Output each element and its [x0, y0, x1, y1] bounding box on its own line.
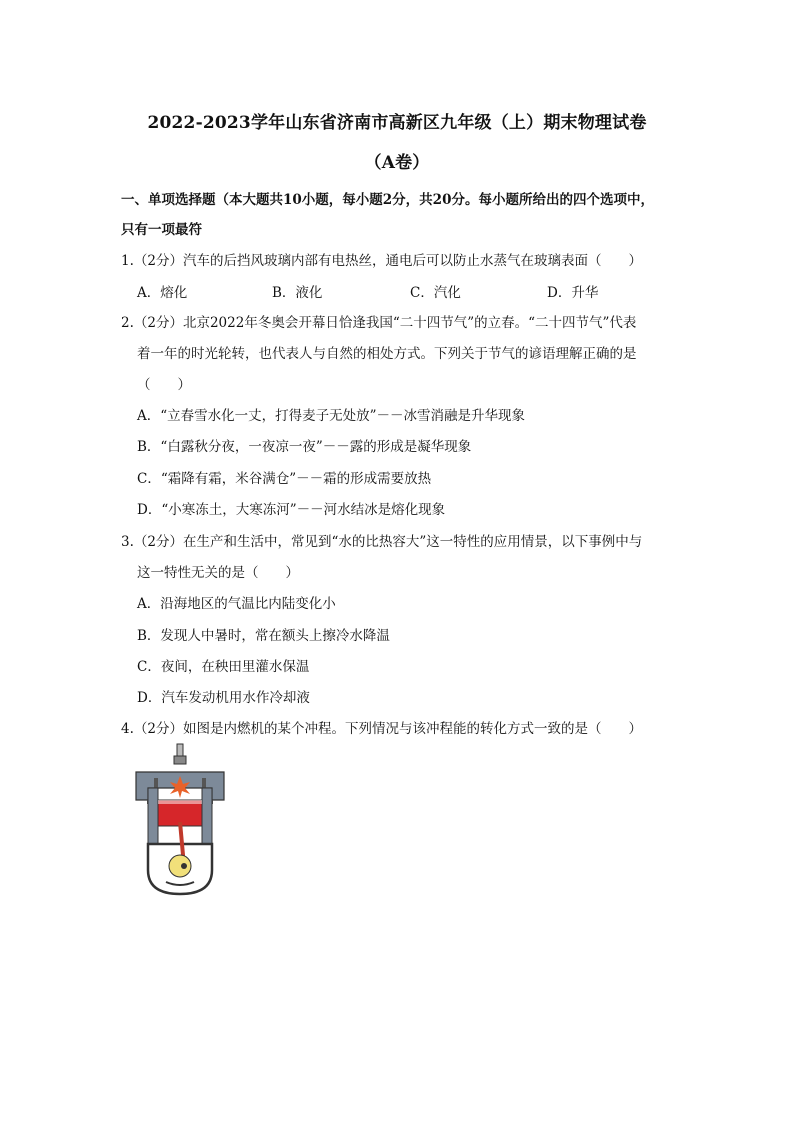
option-c: C．夜间，在秧田里灌水保温 — [137, 659, 310, 675]
option-d: D．“小寒冻土，大寒冻河”－－河水结冰是熔化现象 — [137, 502, 446, 518]
question-stem: 1.（2分）汽车的后挡风玻璃内部有电热丝，通电后可以防止水蒸气在玻璃表面（ ） — [121, 253, 642, 269]
engine-stroke-figure — [130, 742, 230, 902]
question-stem-cont: 这一特性无关的是（ ） — [137, 565, 299, 581]
engine-diagram — [130, 742, 230, 902]
option-a: A．沿海地区的气温比内陆变化小 — [137, 596, 336, 612]
section-heading-line-1: 一、单项选择题（本大题共10小题，每小题2分，共20分。每小题所给出的四个选项中， — [121, 192, 654, 208]
title-line-1: 2022-2023学年山东省济南市高新区九年级（上）期末物理试卷 — [147, 113, 647, 133]
question-stem-cont: （ ） — [137, 377, 191, 393]
option-b: B．液化 — [272, 285, 323, 301]
option-a: A．“立春雪水化一丈，打得麦子无处放”－－冰雪消融是升华现象 — [137, 408, 526, 424]
option-b: B．发现人中暑时，常在额头上擦冷水降温 — [137, 628, 390, 644]
option-c: C．汽化 — [410, 285, 461, 301]
option-c: C．“霜降有霜，米谷满仓”－－霜的形成需要放热 — [137, 471, 432, 487]
question-stem-cont: 着一年的时光轮转，也代表人与自然的相处方式。下列关于节气的谚语理解正确的是 — [137, 346, 637, 362]
cylinder-wall-right — [202, 788, 212, 844]
option-b: B．“白露秋分夜，一夜凉一夜”－－露的形成是凝华现象 — [137, 439, 472, 455]
option-d: D．升华 — [547, 285, 599, 301]
question-stem: 2.（2分）北京2022年冬奥会开幕日恰逢我国“二十四节气”的立春。“二十四节气”代表 — [121, 315, 637, 331]
question-stem: 4.（2分）如图是内燃机的某个冲程。下列情况与该冲程能的转化方式一致的是（ ） — [121, 721, 642, 737]
section-heading-line-2: 只有一项最符 — [121, 222, 202, 238]
question-stem: 3.（2分）在生产和生活中，常见到“水的比热容大”这一特性的应用情景，以下事例中与 — [121, 534, 643, 550]
option-a: A．熔化 — [137, 285, 188, 301]
option-d: D．汽车发动机用水作冷却液 — [137, 690, 310, 706]
title-line-2: （A卷） — [364, 153, 430, 173]
crankshaft — [169, 855, 191, 877]
cylinder-wall-left — [148, 788, 158, 844]
